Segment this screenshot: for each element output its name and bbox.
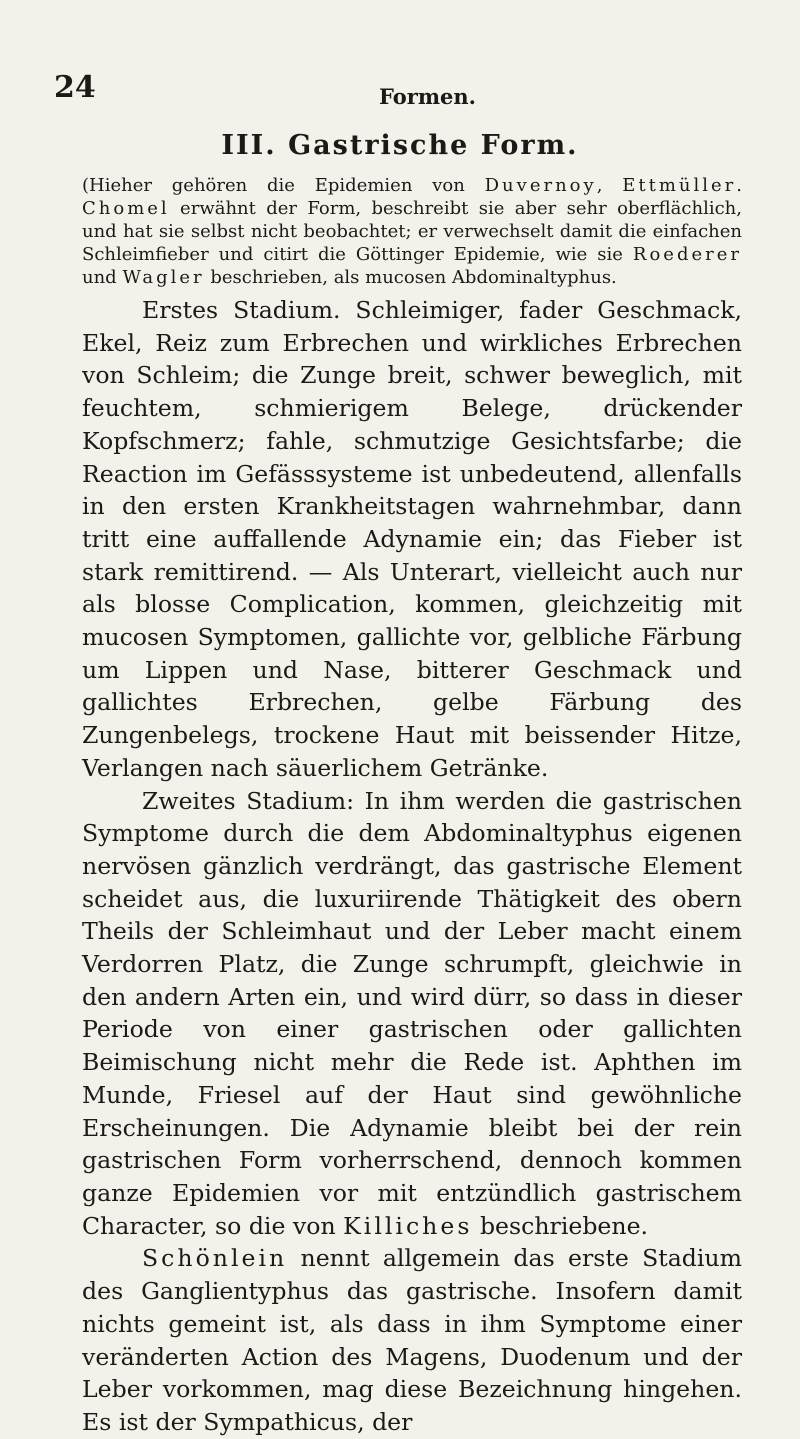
- author-name: Chomel: [82, 198, 170, 219]
- paragraph-text: nennt allgemein das erste Stadium des Ganglientyphus das gastrische. Insofern damit nichts gemeint ist, als dass in ihm Symptome einer veränderten Action des Magens, Duodenum und der Leber vorkommen, mag diese Bezeichnung hingehen. Es ist der Sympathicus, der: [82, 1244, 742, 1436]
- paragraph-second-stadium: [82, 785, 742, 1243]
- note-text: (Hieher gehören die Epidemien von: [82, 175, 485, 196]
- paragraph-first-stadium: Erstes Stadium. Schleimiger, fader Geschmack, Ekel, Reiz zum Erbrechen und wirkliches Erbrechen von Schleim; die Zunge breit, schwer beweglich, mit feuchtem, schmierigem Belege, drückender Kopfschmerz; fahle, schmutzige Gesichtsfarbe; die Reaction im Gefässsysteme ist unbedeutend, allenfalls in den ersten Krankheitstagen wahrnehmbar, dann tritt eine auffallende Adynamie ein; das Fieber ist stark remittirend. — Als Unterart, vielleicht auch nur als blosse Complication, kommen, gleichzeitig mit mucosen Symptomen, gallichte vor, gelbliche Färbung um Lippen und Nase, bitterer Geschmack und gallichtes Erbrechen, gelbe Färbung des Zungenbelegs, trockene Haut mit beissender Hitze, Verlangen nach säuerlichem Getränke.: [82, 296, 742, 782]
- paragraph-schoenlein: [82, 1242, 742, 1438]
- author-name: Duvernoy: [484, 175, 597, 196]
- note-text: .: [736, 175, 742, 196]
- page-number: 24: [54, 70, 96, 105]
- note-text: ,: [596, 175, 623, 196]
- note-text: und: [82, 267, 123, 288]
- author-name: Roederer: [632, 244, 742, 265]
- author-name: Wagler: [122, 267, 205, 288]
- bibliographic-note: [82, 174, 742, 289]
- author-name: Killiches: [343, 1211, 473, 1240]
- running-title: Formen.: [379, 84, 476, 109]
- page-header: [0, 70, 800, 109]
- paragraph-text: beschriebene.: [472, 1211, 649, 1240]
- author-name: Schönlein: [142, 1244, 288, 1273]
- body-text: [82, 294, 742, 1439]
- note-text: erwähnt der Form, beschreibt sie aber sehr oberflächlich, und hat sie selbst nicht beobachtet; er verwechselt damit die einfachen Schleimfieber und citirt die Göttinger Epidemie, wie sie: [82, 198, 742, 265]
- section-heading: III. Gastrische Form.: [221, 130, 579, 161]
- paragraph-text: Zweites Stadium: In ihm werden die gastrischen Symptome durch die dem Abdominaltyphus eigenen nervösen gänzlich verdrängt, das gastrische Element scheidet aus, die luxuriirende Thätigkeit des obern Theils der Schleimhaut und der Leber macht einem Verdorren Platz, die Zunge schrumpft, gleichwie in den andern Arten ein, und wird dürr, so dass in dieser Periode von einer gastrischen oder gallichten Beimischung nicht mehr die Rede ist. Aphthen im Munde, Friesel auf der Haut sind gewöhnliche Erscheinungen. Die Adynamie bleibt bei der rein gastrischen Form vorherrschend, dennoch kommen ganze Epidemien vor mit entzündlich gastrischem Character, so die von: [82, 786, 742, 1240]
- author-name: Ettmüller: [622, 175, 737, 196]
- note-text: beschrieben, als mucosen Abdominaltyphus.: [204, 267, 617, 288]
